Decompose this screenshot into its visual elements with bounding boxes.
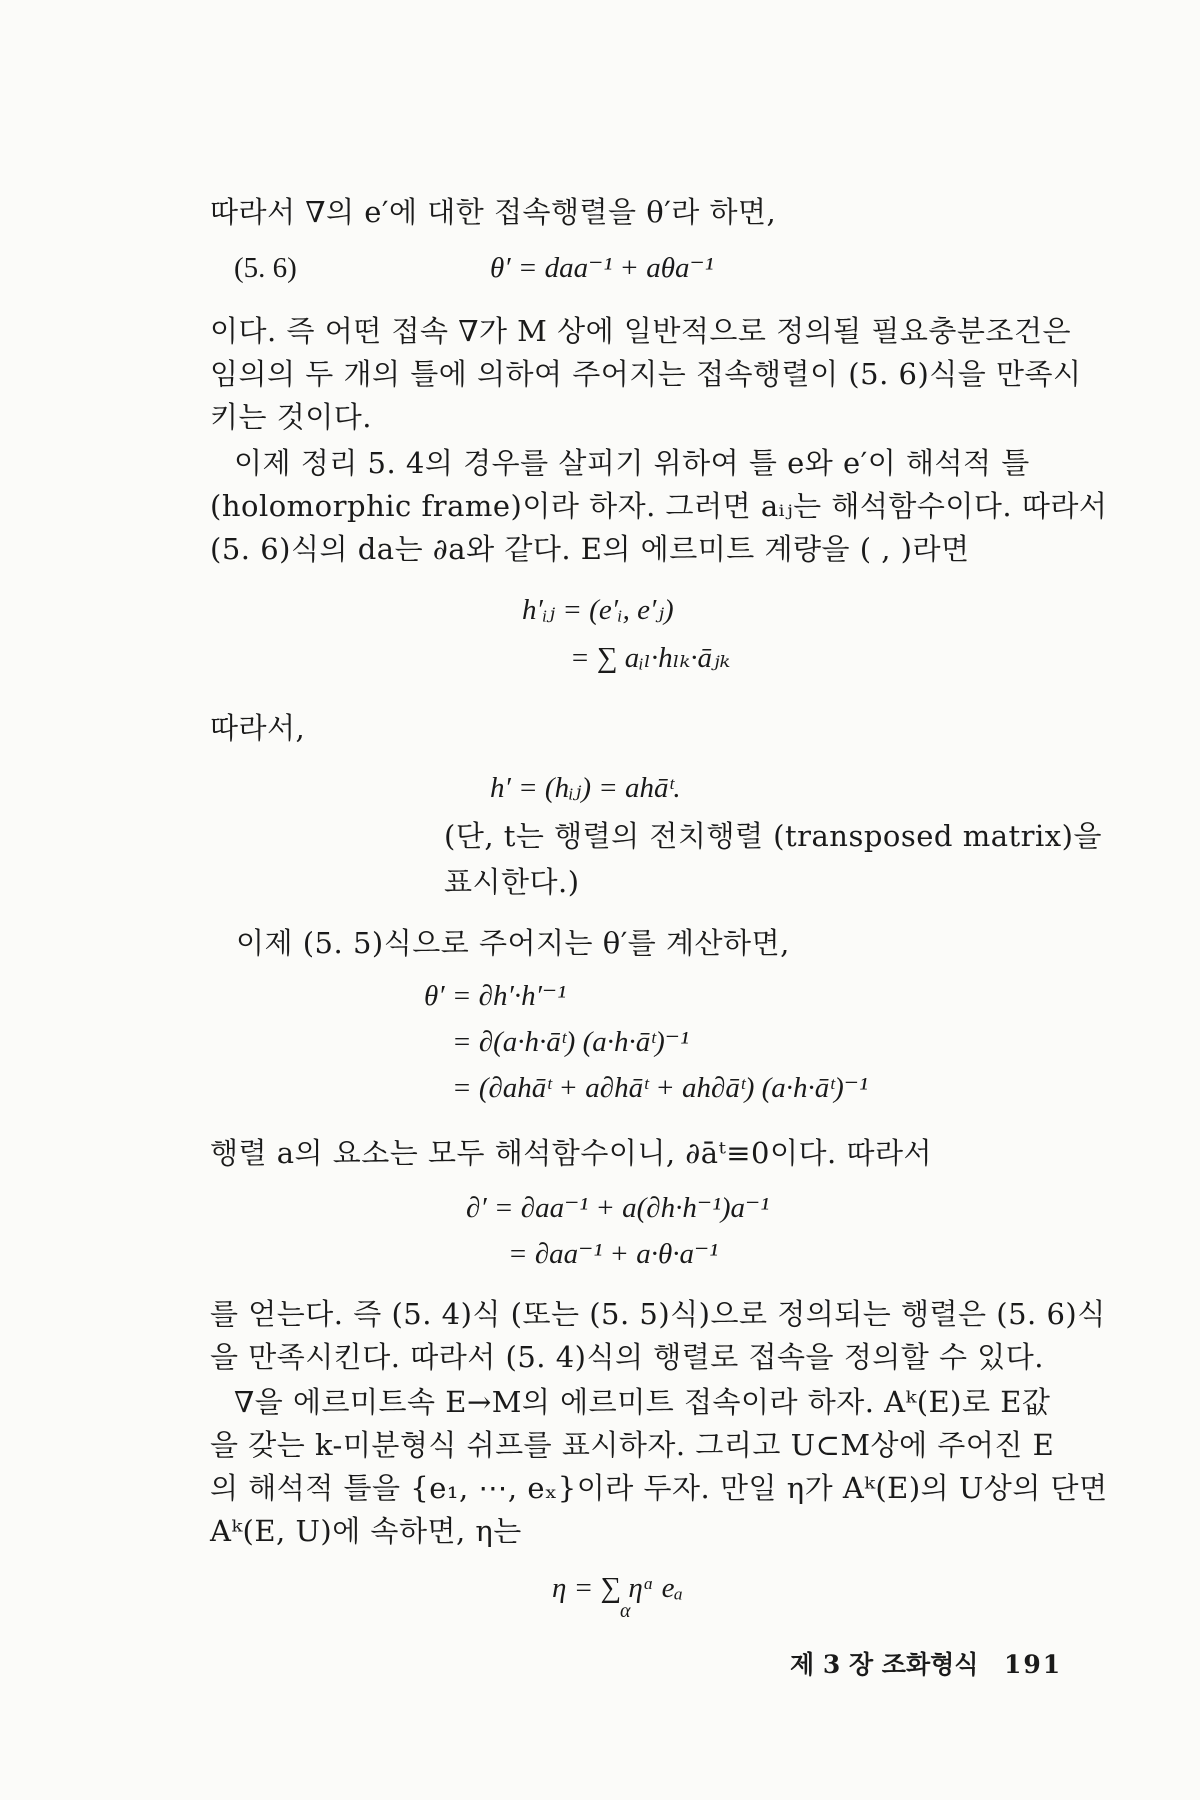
text-line: 이제 정리 5. 4의 경우를 살피기 위하여 틀 e와 e′이 해석적 틀 [234,446,1030,480]
equation: = ∂(a·h·āᵗ) (a·h·āᵗ)⁻¹ [452,1026,689,1058]
equation: = ∑ aᵢₗ·hₗₖ·āⱼₖ [570,642,731,674]
text-line: 이제 (5. 5)식으로 주어지는 θ′를 계산하면, [236,926,790,960]
page-number: 191 [1004,1650,1063,1679]
equation: θ′ = ∂h′·h′⁻¹ [424,980,566,1012]
equation: ∂′ = ∂aa⁻¹ + a(∂h·h⁻¹)a⁻¹ [466,1192,770,1224]
text-line: 의 해석적 틀을 {e₁, ⋯, eₓ}이라 두자. 만일 η가 Aᵏ(E)의 U상의 단면 [210,1471,1108,1505]
text-line: Aᵏ(E, U)에 속하면, η는 [210,1514,522,1548]
chapter-heading: 제 3 장 조화형식 [790,1650,979,1679]
equation: θ′ = daa⁻¹ + aθa⁻¹ [490,252,714,284]
text-line: ∇을 에르미트속 E→M의 에르미트 접속이라 하자. Aᵏ(E)로 E값 [234,1385,1051,1419]
equation: h′ = (hᵢⱼ) = ahāᵗ. [490,772,681,804]
text-line: 따라서, [210,711,306,745]
text-line: (단, t는 행렬의 전치행렬 (transposed matrix)을 [444,819,1102,853]
text-line: 임의의 두 개의 틀에 의하여 주어지는 접속행렬이 (5. 6)식을 만족시 [210,357,1082,391]
equation: η = ∑ ηᵅ eₐ [552,1572,683,1604]
text-line: (5. 6)식의 da는 ∂a와 같다. E의 에르미트 계량을 ( , )라면 [210,532,970,566]
text-line: 키는 것이다. [210,400,373,434]
text-line: (holomorphic frame)이라 하자. 그러면 aᵢⱼ는 해석함수이다. 따라서 [210,489,1108,523]
text-line: 따라서 ∇의 e′에 대한 접속행렬을 θ′라 하면, [210,195,777,229]
text-line: 를 얻는다. 즉 (5. 4)식 (또는 (5. 5)식)으로 정의되는 행렬은 (5. 6)식 [210,1297,1106,1331]
text-line: 행렬 a의 요소는 모두 해석함수이니, ∂āᵗ≡0이다. 따라서 [210,1136,932,1170]
summation-index: α [620,1600,631,1622]
text-line: 을 갖는 k-미분형식 쉬프를 표시하자. 그리고 U⊂M상에 주어진 E [210,1428,1055,1462]
text-line: 을 만족시킨다. 따라서 (5. 4)식의 행렬로 접속을 정의할 수 있다. [210,1340,1044,1374]
text-line: 이다. 즉 어떤 접속 ∇가 M 상에 일반적으로 정의될 필요충분조건은 [210,314,1071,348]
equation: = ∂aa⁻¹ + a·θ·a⁻¹ [508,1238,718,1270]
equation: h′ᵢⱼ = (e′ᵢ, e′ⱼ) [522,594,674,626]
text-line: 표시한다.) [444,865,580,899]
equation-number: (5. 6) [234,252,297,284]
equation: = (∂ahāᵗ + a∂hāᵗ + ah∂āᵗ) (a·h·āᵗ)⁻¹ [452,1072,868,1104]
